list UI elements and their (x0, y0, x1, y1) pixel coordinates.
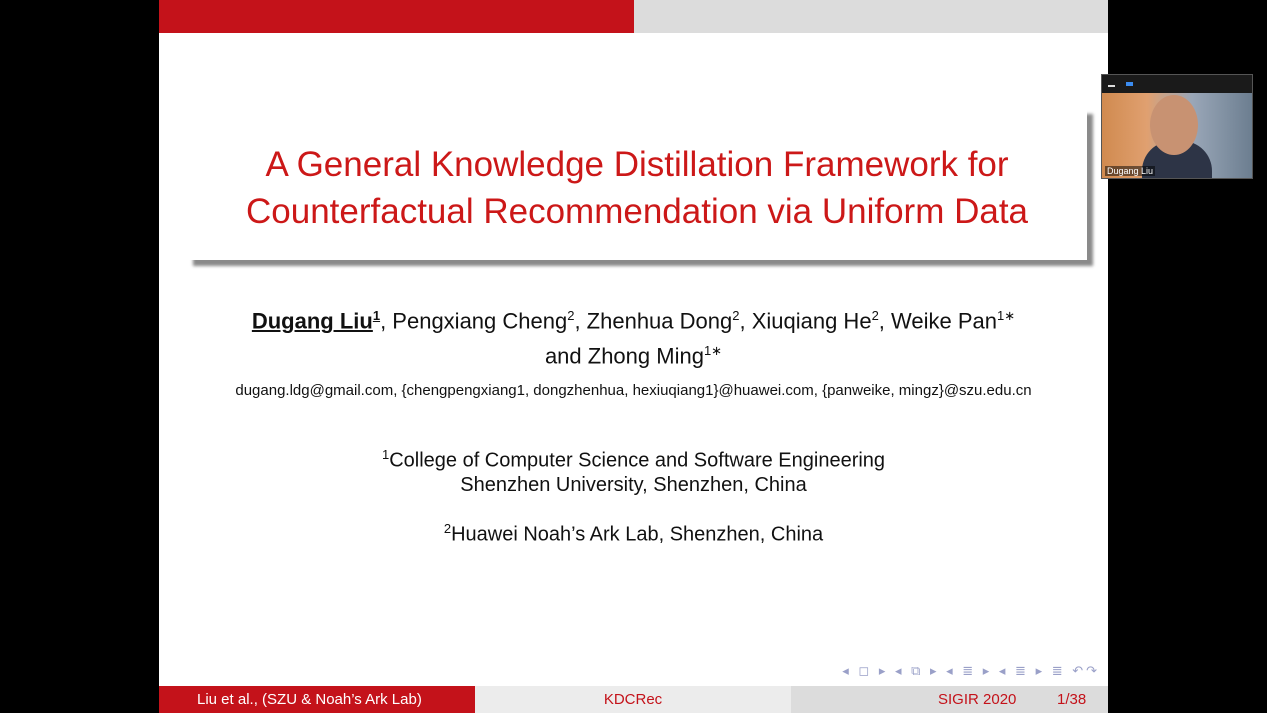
slide-top-bar-gray (634, 0, 1108, 33)
slide-title-line2: Counterfactual Recommendation via Uniform Data (245, 192, 1029, 231)
slide-footer (159, 686, 1108, 713)
footer-page-number: 1/38 (1057, 691, 1087, 708)
authors-line2: and Zhong Ming$^{1∗}$ (544, 343, 723, 369)
affiliation-1-line2: Shenzhen University, Shenzhen, China (460, 474, 807, 496)
beamer-navigation-icons[interactable]: ◂ ◻ ▸ ◂ ⧉ ▸ ◂ ≣ ▸ ◂ ≣ ▸ ≣ ↶↷ (842, 663, 1100, 678)
webcam-feed (1102, 93, 1252, 178)
participant-name-label: Dugang Liu (1107, 166, 1154, 176)
slide-title-line1: A General Knowledge Distillation Framework for (265, 145, 1009, 184)
affiliation-2: $^2$Huawei Noah’s Ark Lab, Shenzhen, China (443, 521, 824, 546)
author-emails: dugang.ldg@gmail.com, {chengpengxiang1, dongzhenhua, hexiuqiang1}@huawei.com, {panweike, mingz}@szu.edu.cn (235, 382, 1032, 399)
authors-line1: Dugang Liu$^1$, Pengxiang Cheng$^2$, Zhenhua Dong$^2$, Xiuqiang He$^2$, Weike Pan$^{1∗}$ (251, 308, 1016, 334)
participant-video-window[interactable] (1101, 74, 1253, 179)
person-face (1150, 95, 1198, 155)
presentation-slide (159, 0, 1108, 713)
footer-left (159, 686, 475, 713)
footer-authors: Liu et al., (SZU & Noah’s Ark Lab) (197, 691, 422, 708)
footer-center: KDCRec (475, 686, 791, 713)
affiliation-1: $^1$College of Computer Science and Software Engineering (381, 447, 886, 472)
video-toolbar (1102, 75, 1252, 93)
title-box (187, 108, 1087, 260)
slide-top-bar-red (159, 0, 634, 33)
video-layout-icon[interactable] (1126, 82, 1133, 86)
minimize-icon[interactable] (1108, 85, 1115, 87)
footer-right (791, 686, 1108, 713)
first-author: Dugang Liu (251, 308, 373, 334)
footer-venue: SIGIR 2020 (938, 691, 1017, 708)
